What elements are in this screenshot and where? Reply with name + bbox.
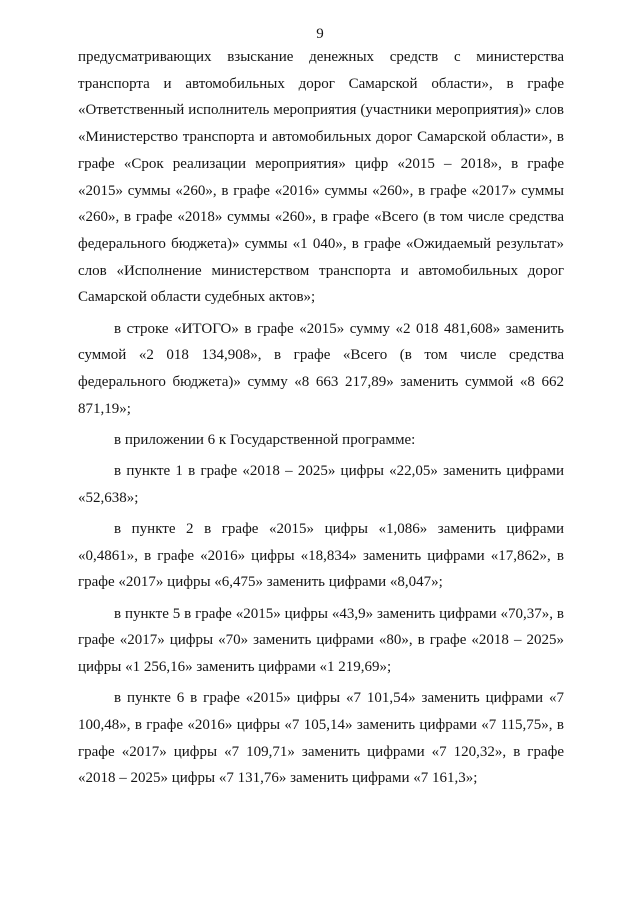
paragraph-item-2: в пункте 2 в графе «2015» цифры «1,086» заменить цифрами «0,4861», в графе «2016» цифры «18,834» заменить цифрами «17,862», в графе «2017» цифры «6,475» заменить цифрами «8,047»;: [78, 520, 564, 591]
page-number: 9: [316, 26, 324, 42]
body-text: [78, 44, 564, 796]
paragraph-itogo: в строке «ИТОГО» в графе «2015» сумму «2 018 481,608» заменить суммой «2 018 134,908», в графе «Всего (в том числе средства федерального бюджета)» сумму «8 663 217,89» заменить суммой «8 662 871,19»;: [78, 320, 564, 417]
paragraph-continuation: предусматривающих взыскание денежных средств с министерства транспорта и автомобильных дорог Самарской области», в графе «Ответственный исполнитель мероприятия (участники мероприятия)» слов «Министерство транспорта и автомобильных дорог Самарской области», в графе «Срок реализации мероприятия» цифр «2015 – 2018», в графе «2015» суммы «260», в графе «2016» суммы «260», в графе «2017» суммы «260», в графе «2018» суммы «260», в графе «Всего (в том числе средства федерального бюджета)» суммы «1 040», в графе «Ожидаемый результат» слов «Исполнение министерством транспорта и автомобильных дорог Самарской области судебных актов»;: [78, 49, 564, 306]
paragraph-item-6: в пункте 6 в графе «2015» цифры «7 101,54» заменить цифрами «7 100,48», в графе «2016» цифры «7 105,14» заменить цифрами «7 115,75», в графе «2017» цифры «7 109,71» заменить цифрами «7 120,32», в графе «2018 – 2025» цифры «7 131,76» заменить цифрами «7 161,3»;: [78, 690, 564, 787]
paragraph-item-1: в пункте 1 в графе «2018 – 2025» цифры «22,05» заменить цифрами «52,638»;: [78, 463, 564, 506]
paragraph-appendix-6: в приложении 6 к Государственной программе:: [114, 431, 416, 448]
paragraph-item-5: в пункте 5 в графе «2015» цифры «43,9» заменить цифрами «70,37», в графе «2017» цифры «70» заменить цифрами «80», в графе «2018 – 2025» цифры «1 256,16» заменить цифрами «1 219,69»;: [78, 605, 564, 675]
